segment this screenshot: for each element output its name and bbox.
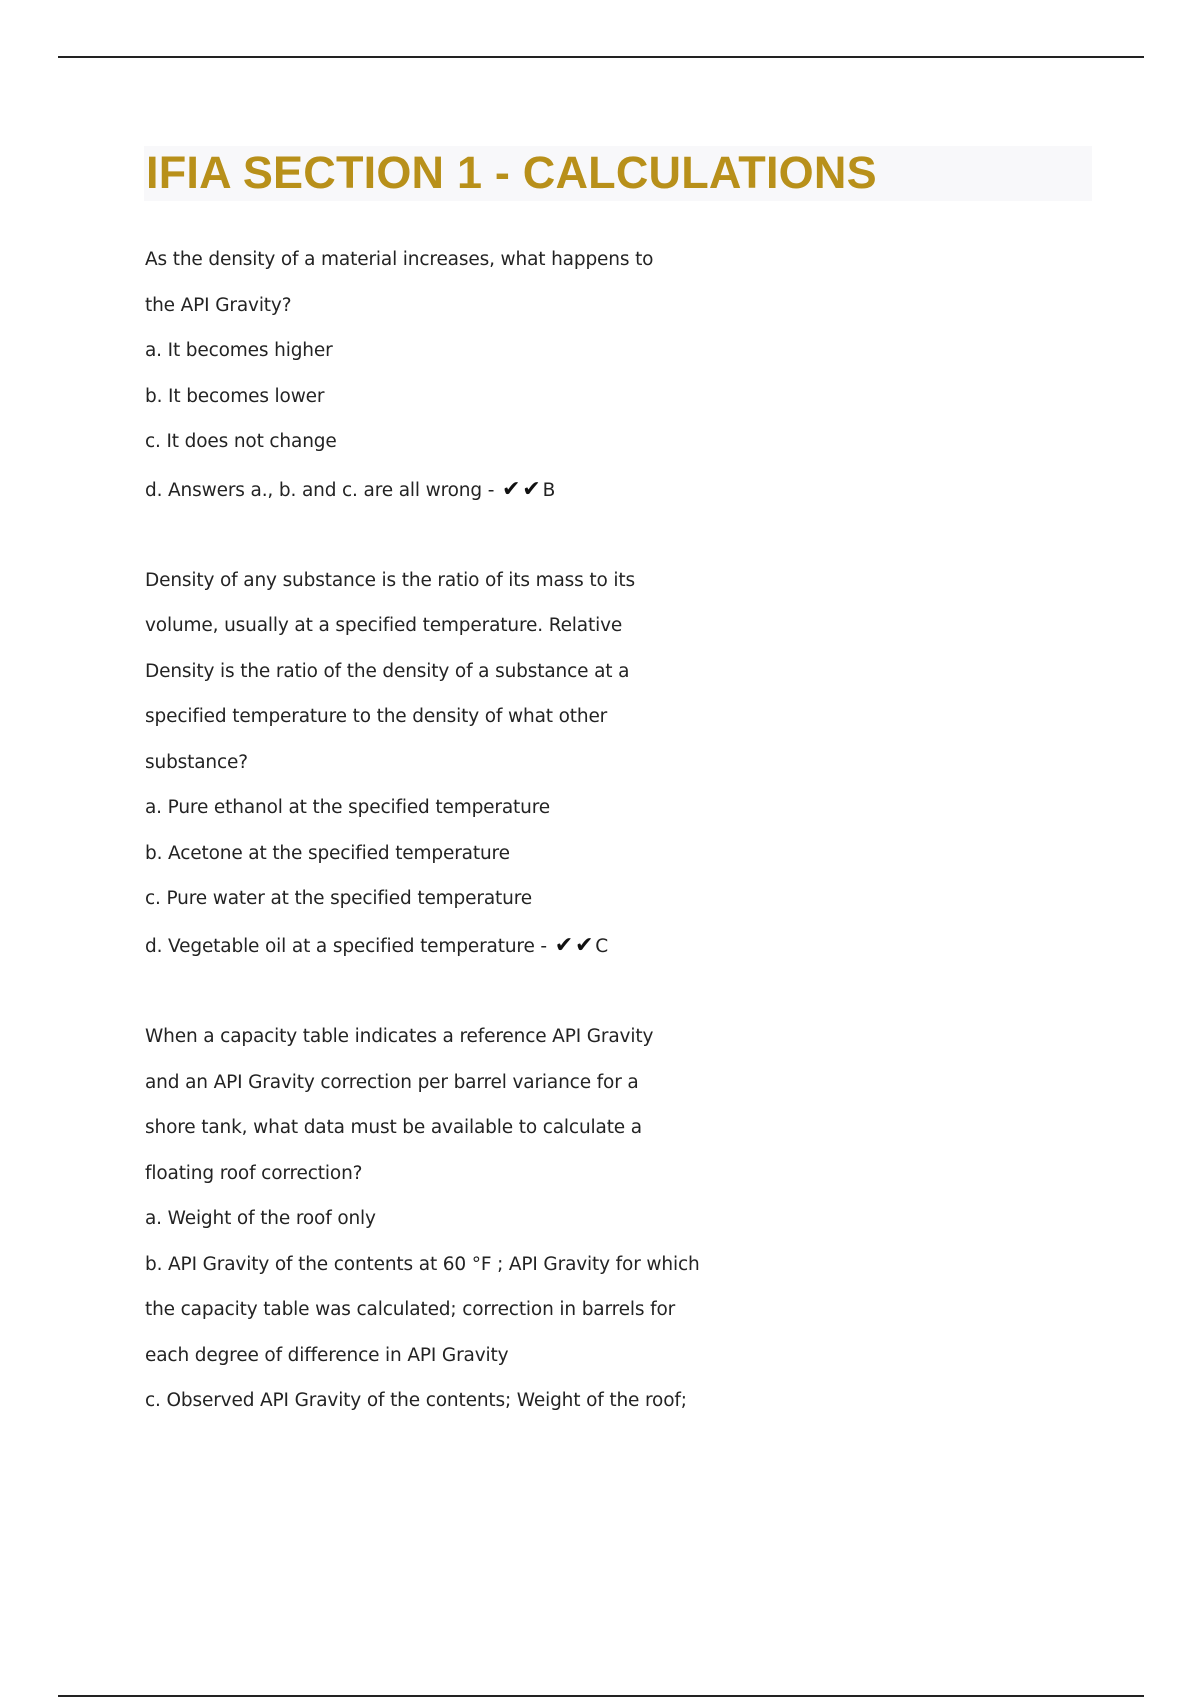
question-2-stem-line: specified temperature to the density of what other [145,706,608,727]
question-3-option-b-cont: each degree of difference in API Gravity [145,1345,509,1366]
checkmark-icon: ✔ [501,477,521,502]
question-1-option-d-row [145,477,555,504]
question-2-option-d: d. Vegetable oil at a specified temperature - [145,936,547,957]
question-1-stem-line: the API Gravity? [145,295,292,316]
question-1-answer: B [542,480,556,501]
question-2-option-c: c. Pure water at the specified temperature [145,888,532,909]
question-3-stem-line: and an API Gravity correction per barrel variance for a [145,1072,639,1093]
page-title: IFIA SECTION 1 - CALCULATIONS [146,147,877,198]
question-2-stem-line: Density of any substance is the ratio of its mass to its [145,570,635,591]
question-3-option-b-cont: the capacity table was calculated; correction in barrels for [145,1299,676,1320]
checkmark-icon: ✔ [522,477,541,502]
question-2-answer: C [595,936,609,957]
question-2-stem-line: Density is the ratio of the density of a substance at a [145,661,630,682]
question-3-option-c: c. Observed API Gravity of the contents; Weight of the roof; [145,1390,687,1411]
question-1-option-c: c. It does not change [145,431,337,452]
checkmark-icon: ✔ [554,933,573,958]
question-3-stem-line: shore tank, what data must be available to calculate a [145,1117,642,1138]
question-3-stem-line: When a capacity table indicates a reference API Gravity [145,1026,654,1047]
question-3-option-b: b. API Gravity of the contents at 60 °F ; API Gravity for which [145,1254,700,1275]
question-1-stem-line: As the density of a material increases, what happens to [145,249,654,270]
question-3-option-a: a. Weight of the roof only [145,1208,376,1229]
question-2-stem-line: substance? [145,752,248,773]
question-1-option-b: b. It becomes lower [145,386,325,407]
question-1-option-d: d. Answers a., b. and c. are all wrong - [145,480,495,501]
question-2-stem-line: volume, usually at a specified temperature. Relative [145,615,623,636]
checkmark-icon: ✔ [575,933,594,958]
question-2-option-a: a. Pure ethanol at the specified temperature [145,797,551,818]
bottom-rule [58,1695,1144,1697]
question-2-option-b: b. Acetone at the specified temperature [145,843,510,864]
question-3-stem-line: floating roof correction? [145,1163,363,1184]
question-2-option-d-row [145,933,608,960]
top-rule [58,56,1144,58]
question-1-option-a: a. It becomes higher [145,340,333,361]
